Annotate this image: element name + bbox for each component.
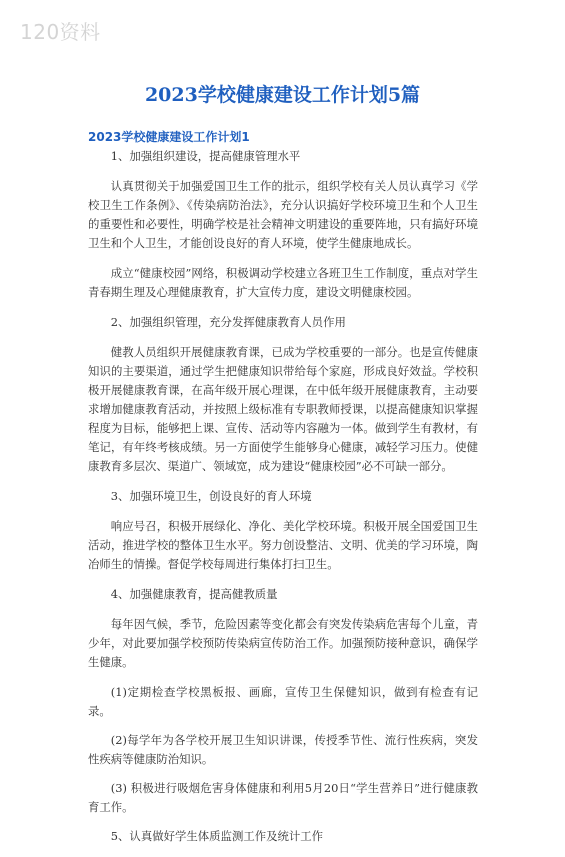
document-body (88, 147, 478, 857)
section-heading-5: 5、认真做好学生体质监测工作及统计工作 (110, 829, 324, 843)
paragraph: 认真贯彻关于加强爱国卫生工作的批示，组织学校有关人员认真学习《学校卫生工作条例》、《传染病防治法》，充分认识搞好学校环境卫生和个人卫生的重要性和必要性，明确学校是社会精神文明建设的重要阵地，只有搞好环境卫生和个人卫生，才能创设良好的育人环境，使学生健康地成长。 (88, 179, 478, 250)
paragraph: 健教人员组织开展健康教育课，已成为学校重要的一部分。也是宣传健康知识的主要渠道，通过学生把健康知识带给每个家庭，形成良好效益。学校积极开展健康教育课，在高年级开展心理课，在中低年级开展健康教育，主动要求增加健康教育活动，并按照上级标准有专职教师授课，以提高健康知识掌握程度为目标，能够把上课、宣传、活动等内容融为一体。做到学生有教材，有笔记，有年终考核成绩。另一方面使学生能够身心健康，减轻学习压力。使健康教育多层次、渠道广、领域宽，成为建设“健康校园”必不可缺一部分。 (88, 345, 478, 473)
paragraph: 成立“健康校园”网络，积极调动学校建立各班卫生工作制度，重点对学生青春期生理及心理健康教育，扩大宣传力度，建设文明健康校园。 (88, 266, 478, 299)
section-heading-1: 1、加强组织建设，提高健康管理水平 (110, 149, 301, 163)
list-item: (1)定期检查学校黑板报、画廊，宣传卫生保健知识，做到有检查有记录。 (88, 685, 478, 718)
list-item: (2)每学年为各学校开展卫生知识讲课，传授季节性、流行性疾病，突发性疾病等健康防治知识。 (88, 733, 478, 766)
section-subtitle: 2023学校健康建设工作计划1 (88, 130, 250, 144)
paragraph: 响应号召，积极开展绿化、净化、美化学校环境。积极开展全国爱国卫生活动，推进学校的整体卫生水平。努力创设整洁、文明、优美的学习环境，陶冶师生的情操。督促学校每周进行集体打扫卫生。 (88, 519, 478, 571)
section-heading-2: 2、加强组织管理，充分发挥健康教育人员作用 (110, 315, 346, 329)
section-heading-3: 3、加强环境卫生，创设良好的育人环境 (110, 489, 312, 503)
document-title: 2023学校健康建设工作计划5篇 (144, 84, 421, 106)
watermark-logo: 120资料 (20, 20, 101, 44)
paragraph: 每年因气候，季节，危险因素等变化都会有突发传染病危害每个儿童，青少年，对此要加强学校预防传染病宣传防治工作。加强预防接种意识，确保学生健康。 (88, 617, 478, 669)
list-item: (3) 积极进行吸烟危害身体健康和利用5月20日“学生营养日”进行健康教育工作。 (88, 781, 478, 814)
section-heading-4: 4、加强健康教育，提高健教质量 (110, 587, 278, 601)
